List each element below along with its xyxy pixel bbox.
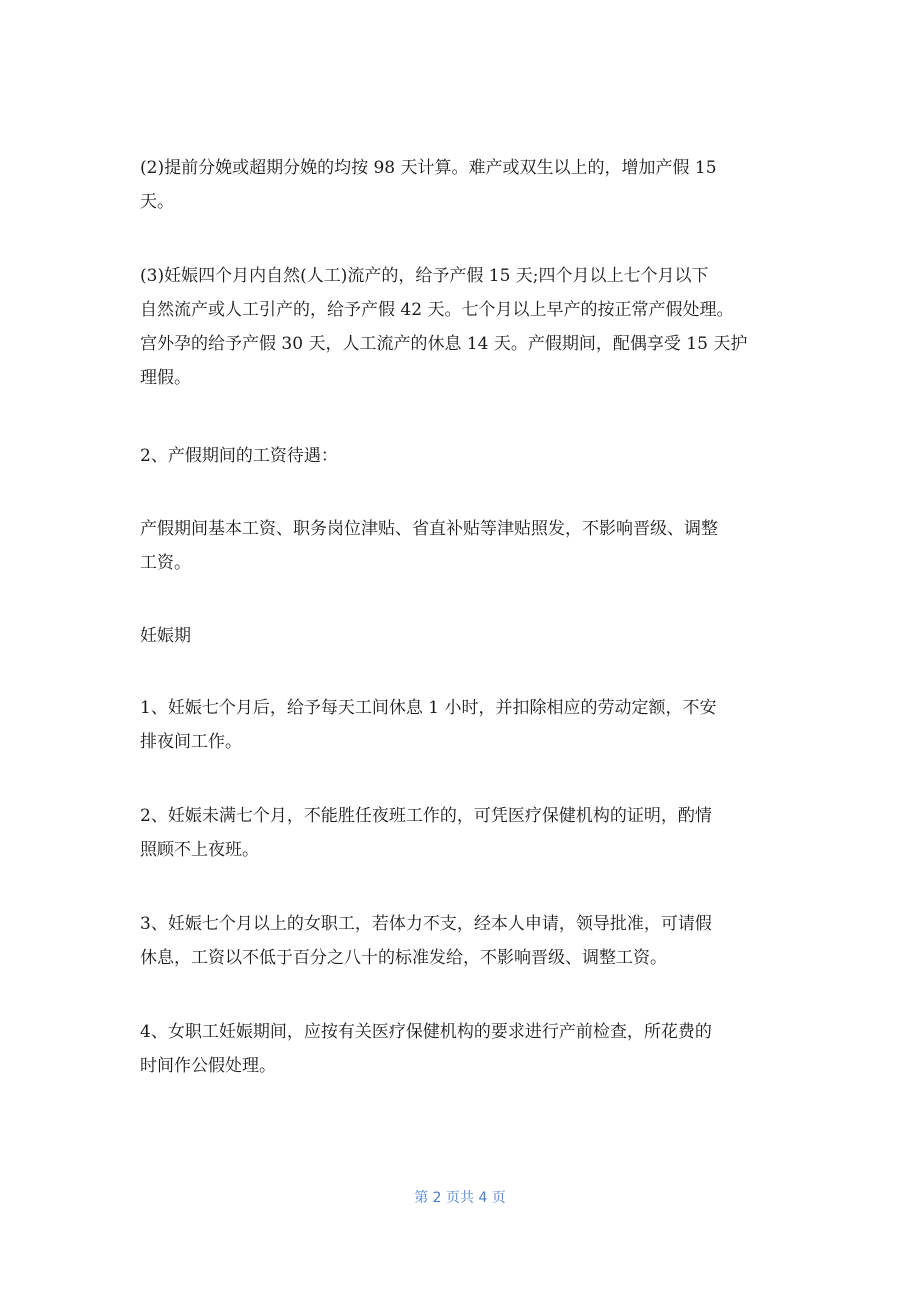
paragraph-pregnancy-item-3 [140,907,780,975]
paragraph-line: 4、女职工妊娠期间，应按有关医疗保健机构的要求进行产前检查，所花费的 [140,1022,712,1042]
paragraph-pregnancy-item-1 [140,691,780,759]
paragraph-line: (2)提前分娩或超期分娩的均按 98 天计算。难产或双生以上的，增加产假 15 [140,158,717,178]
paragraph-line: 宫外孕的给予产假 30 天，人工流产的休息 14 天。产假期间，配偶享受 15 天护 [140,334,748,354]
paragraph-maternity-leave-item-3 [140,259,780,395]
paragraph-line: 工资。 [140,553,191,573]
paragraph-line: 天。 [140,192,174,212]
paragraph-line: (3)妊娠四个月内自然(人工)流产的，给予产假 15 天;四个月以上七个月以下 [140,266,709,286]
paragraph-line: 照顾不上夜班。 [140,840,259,860]
section-heading-wage-treatment [140,439,780,473]
paragraph-line: 2、妊娠未满七个月，不能胜任夜班工作的，可凭医疗保健机构的证明，酌情 [140,806,712,826]
paragraph-line: 产假期间基本工资、职务岗位津贴、省直补贴等津贴照发，不影响晋级、调整 [140,519,718,539]
paragraph-line: 2、产假期间的工资待遇： [140,446,338,466]
paragraph-line: 休息，工资以不低于百分之八十的标准发给，不影响晋级、调整工资。 [140,948,667,968]
paragraph-line: 3、妊娠七个月以上的女职工，若体力不支，经本人申请，领导批准，可请假 [140,914,712,934]
paragraph-pregnancy-item-4 [140,1015,780,1083]
paragraph-line: 时间作公假处理。 [140,1056,276,1076]
paragraph-wage-treatment [140,512,780,580]
page-number-footer: 第 2 页共 4 页 [414,1190,506,1206]
section-heading-pregnancy [140,619,780,653]
paragraph-pregnancy-item-2 [140,799,780,867]
paragraph-line: 自然流产或人工引产的，给予产假 42 天。七个月以上早产的按正常产假处理。 [140,300,734,320]
paragraph-maternity-leave-item-2 [140,151,780,219]
paragraph-line: 1、妊娠七个月后，给予每天工间休息 1 小时，并扣除相应的劳动定额，不安 [140,698,717,718]
paragraph-line: 理假。 [140,368,191,388]
paragraph-line: 排夜间工作。 [140,732,242,752]
paragraph-line: 妊娠期 [140,626,191,646]
